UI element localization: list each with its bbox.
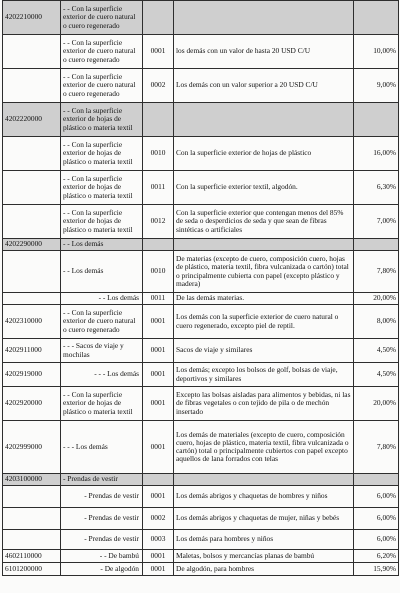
table-row [3, 35, 399, 69]
hs-code-cell [3, 486, 61, 508]
subcode-cell: 0003 [143, 530, 174, 550]
heading-row [3, 474, 399, 486]
rate-cell: 6,00% [354, 486, 399, 508]
hs-code-cell: 4202999000 [3, 421, 61, 474]
rate-cell: 4,50% [354, 363, 399, 387]
hs-code-cell: 4202919000 [3, 363, 61, 387]
subcode-cell: 0001 [143, 421, 174, 474]
table-row [3, 530, 399, 550]
subcode-cell: 0001 [143, 363, 174, 387]
description-cell: - - Los demás [61, 251, 143, 293]
hs-code-cell: 4202210000 [3, 1, 61, 35]
detail-cell: De las demás materias. [174, 293, 354, 305]
hs-code-cell: 6101200000 [3, 563, 61, 576]
detail-cell: Los demás con un valor superior a 20 USD C/U [174, 69, 354, 103]
table-row [3, 305, 399, 339]
hs-code-cell: 4202310000 [3, 305, 61, 339]
detail-cell: Con la superficie exterior que contengan menos del 85% de seda o desperdicios de seda y que sean de fibras sintéticas o artificiales [174, 205, 354, 239]
tariff-table-body [3, 1, 399, 576]
description-cell: - - Los demás [61, 293, 143, 305]
subcode-cell: 0001 [143, 305, 174, 339]
rate-cell: 6,20% [354, 550, 399, 563]
table-row [3, 251, 399, 293]
subcode-cell: 0002 [143, 508, 174, 530]
hs-code-cell [3, 69, 61, 103]
hs-code-cell: 4602110000 [3, 550, 61, 563]
detail-cell: Los demás para hombres y niños [174, 530, 354, 550]
hs-code-cell: 4203100000 [3, 474, 61, 486]
subcode-cell [143, 1, 174, 35]
table-row [3, 508, 399, 530]
tariff-table [2, 0, 399, 576]
heading-row [3, 103, 399, 137]
subcode-cell: 0010 [143, 137, 174, 171]
description-cell: - - - Sacos de viaje y mochilas [61, 339, 143, 363]
description-cell: - - Con la superficie exterior de cuero natural o cuero regenerado [61, 1, 143, 35]
rate-cell [354, 103, 399, 137]
table-row [3, 486, 399, 508]
rate-cell: 7,80% [354, 421, 399, 474]
hs-code-cell [3, 508, 61, 530]
subcode-cell: 0001 [143, 563, 174, 576]
description-cell: - Prendas de vestir [61, 474, 143, 486]
detail-cell [174, 103, 354, 137]
detail-cell: Maletas, bolsos y mercancías planas de bambú [174, 550, 354, 563]
description-cell: - - De bambú [61, 550, 143, 563]
description-cell: - - Con la superficie exterior de cuero natural o cuero regenerado [61, 35, 143, 69]
table-row [3, 339, 399, 363]
hs-code-cell [3, 35, 61, 69]
table-row [3, 137, 399, 171]
detail-cell: Excepto las bolsas aisladas para alimentos y bebidas, ni las de fibras vegetales o con tejido de pila o de mechón insertado [174, 387, 354, 421]
description-cell: - Prendas de vestir [61, 530, 143, 550]
rate-cell: 20,00% [354, 293, 399, 305]
hs-code-cell [3, 137, 61, 171]
detail-cell [174, 474, 354, 486]
description-cell: - - Los demás [61, 239, 143, 251]
table-row [3, 171, 399, 205]
rate-cell: 10,00% [354, 35, 399, 69]
detail-cell: los demás con un valor de hasta 20 USD C/U [174, 35, 354, 69]
description-cell: - - Con la superficie exterior de cuero natural o cuero regenerado [61, 69, 143, 103]
subcode-cell: 0001 [143, 387, 174, 421]
rate-cell [354, 474, 399, 486]
rate-cell [354, 239, 399, 251]
detail-cell: De algodón, para hombres [174, 563, 354, 576]
hs-code-cell [3, 205, 61, 239]
detail-cell: Los demás; excepto los bolsos de golf, bolsas de viaje, deportivos y similares [174, 363, 354, 387]
description-cell: - Prendas de vestir [61, 508, 143, 530]
description-cell: - Prendas de vestir [61, 486, 143, 508]
rate-cell: 6,00% [354, 530, 399, 550]
subcode-cell: 0011 [143, 171, 174, 205]
description-cell: - - Con la superficie exterior de hojas de plástico o materia textil [61, 103, 143, 137]
table-row [3, 293, 399, 305]
table-row [3, 363, 399, 387]
hs-code-cell [3, 293, 61, 305]
hs-code-cell [3, 251, 61, 293]
detail-cell: Con la superficie exterior textil, algodón. [174, 171, 354, 205]
detail-cell [174, 1, 354, 35]
rate-cell: 8,00% [354, 305, 399, 339]
hs-code-cell [3, 530, 61, 550]
rate-cell: 15,90% [354, 563, 399, 576]
description-cell: - De algodón [61, 563, 143, 576]
detail-cell: De materias (excepto de cuero, composición cuero, hojas de plástico, materia textil, fibra vulcanizada o cartón) total o principalmente cubierta con papel (excepto plástico y madera) [174, 251, 354, 293]
rate-cell: 6,00% [354, 508, 399, 530]
rate-cell: 7,80% [354, 251, 399, 293]
table-row [3, 563, 399, 576]
rate-cell [354, 1, 399, 35]
detail-cell [174, 239, 354, 251]
table-row [3, 69, 399, 103]
subcode-cell: 0011 [143, 293, 174, 305]
table-row [3, 550, 399, 563]
rate-cell: 9,00% [354, 69, 399, 103]
subcode-cell: 0012 [143, 205, 174, 239]
detail-cell: Los demás abrigos y chaquetas de mujer, niñas y bebés [174, 508, 354, 530]
subcode-cell [143, 474, 174, 486]
subcode-cell: 0001 [143, 550, 174, 563]
description-cell: - - Con la superficie exterior de hojas de plástico o materia textil [61, 387, 143, 421]
subcode-cell: 0002 [143, 69, 174, 103]
rate-cell: 16,00% [354, 137, 399, 171]
rate-cell: 7,00% [354, 205, 399, 239]
hs-code-cell: 4202920000 [3, 387, 61, 421]
table-row [3, 421, 399, 474]
description-cell: - - - Los demás [61, 363, 143, 387]
hs-code-cell: 4202220000 [3, 103, 61, 137]
detail-cell: Los demás abrigos y chaquetas de hombres y niños [174, 486, 354, 508]
hs-code-cell: 4202911000 [3, 339, 61, 363]
subcode-cell: 0001 [143, 339, 174, 363]
subcode-cell: 0001 [143, 35, 174, 69]
subcode-cell: 0001 [143, 486, 174, 508]
detail-cell: Con la superficie exterior de hojas de plástico [174, 137, 354, 171]
heading-row [3, 239, 399, 251]
subcode-cell: 0010 [143, 251, 174, 293]
hs-code-cell: 4202290000 [3, 239, 61, 251]
rate-cell: 6,30% [354, 171, 399, 205]
description-cell: - - Con la superficie exterior de hojas de plástico o materia textil [61, 171, 143, 205]
description-cell: - - Con la superficie exterior de hojas de plástico o materia textil [61, 137, 143, 171]
subcode-cell [143, 239, 174, 251]
description-cell: - - Con la superficie exterior de cuero natural o cuero regenerado [61, 305, 143, 339]
table-row [3, 387, 399, 421]
detail-cell: Los demás de materiales (excepto de cuero, composición cuero, hojas de plástico, materia textil, fibra vulcanizada o cartón) total o principalmente cubiertos con papel excepto aquellos de lana forrados con telas [174, 421, 354, 474]
hs-code-cell [3, 171, 61, 205]
detail-cell: Sacos de viaje y similares [174, 339, 354, 363]
table-row [3, 205, 399, 239]
rate-cell: 20,00% [354, 387, 399, 421]
heading-row [3, 1, 399, 35]
description-cell: - - Con la superficie exterior de hojas de plástico o materia textil [61, 205, 143, 239]
description-cell: - - - Los demás [61, 421, 143, 474]
subcode-cell [143, 103, 174, 137]
detail-cell: Los demás con la superficie exterior de cuero natural o cuero regenerado, excepto piel de reptil. [174, 305, 354, 339]
rate-cell: 4,50% [354, 339, 399, 363]
